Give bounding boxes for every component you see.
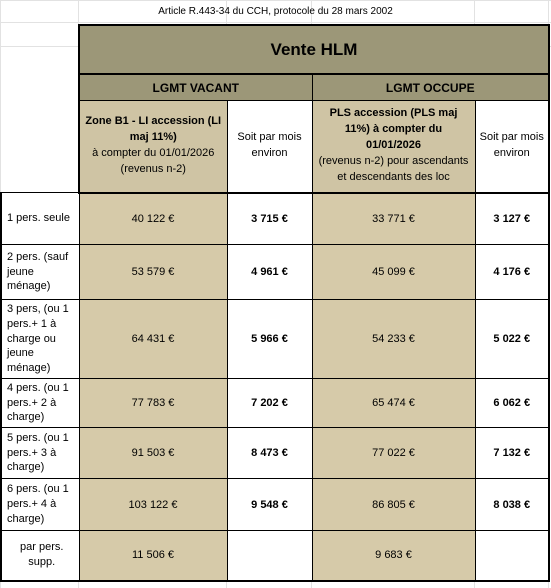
row-label: 2 pers. (sauf jeune ménage): [1, 245, 79, 300]
group-header-vacant: LGMT VACANT: [79, 74, 312, 101]
occupe-monthly-value: 3 127 €: [475, 193, 549, 245]
occupe-monthly-value: 6 062 €: [475, 379, 549, 428]
empty-corner: [1, 101, 79, 193]
table-title: Vente HLM: [79, 25, 549, 74]
occupe-ceiling-value: 54 233 €: [312, 300, 475, 379]
header-vacant-note: à compter du 01/01/2026 (revenus n-2): [92, 147, 215, 176]
table-row: [1, 245, 549, 300]
row-label: 3 pers, (ou 1 pers.+ 1 à charge ou jeune ménage): [1, 300, 79, 379]
empty-corner: [1, 74, 79, 101]
table-row: [1, 479, 549, 531]
header-occupe-month: Soit par mois environ: [475, 101, 549, 193]
occupe-ceiling-value: 9 683 €: [312, 531, 475, 581]
occupe-monthly-value: 8 038 €: [475, 479, 549, 531]
occupe-monthly-value: 4 176 €: [475, 245, 549, 300]
row-label: par pers. supp.: [1, 531, 79, 581]
header-occupe-title: PLS accession (PLS maj 11%) à compter du 01/01/2026: [329, 107, 458, 152]
income-ceiling-table: [0, 24, 550, 582]
vacant-monthly-value: 9 548 €: [227, 479, 312, 531]
header-vacant-title: Zone B1 - LI accession (LI maj 11%): [85, 115, 222, 144]
header-vacant-ceiling: [79, 101, 227, 193]
vacant-monthly-value: 7 202 €: [227, 379, 312, 428]
vacant-ceiling-value: 77 783 €: [79, 379, 227, 428]
vacant-monthly-value: 8 473 €: [227, 428, 312, 479]
caption: Article R.443-34 du CCH, protocole du 28 mars 2002: [158, 6, 393, 17]
group-header-occupe: LGMT OCCUPE: [312, 74, 549, 101]
vacant-ceiling-value: 64 431 €: [79, 300, 227, 379]
vacant-ceiling-value: 11 506 €: [79, 531, 227, 581]
row-label: 4 pers. (ou 1 pers.+ 2 à charge): [1, 379, 79, 428]
vacant-ceiling-value: 40 122 €: [79, 193, 227, 245]
header-occupe-ceiling: [312, 101, 475, 193]
occupe-ceiling-value: 77 022 €: [312, 428, 475, 479]
vacant-monthly-value: [227, 531, 312, 581]
row-label: 6 pers. (ou 1 pers.+ 4 à charge): [1, 479, 79, 531]
occupe-monthly-value: 7 132 €: [475, 428, 549, 479]
vacant-ceiling-value: 53 579 €: [79, 245, 227, 300]
table-row: [1, 428, 549, 479]
table-row: [1, 193, 549, 245]
header-occupe-note: (revenus n-2) pour ascendants et descendants des loc: [318, 155, 469, 184]
header-vacant-month: Soit par mois environ: [227, 101, 312, 193]
vacant-monthly-value: 3 715 €: [227, 193, 312, 245]
occupe-monthly-value: 5 022 €: [475, 300, 549, 379]
empty-corner: [1, 25, 79, 74]
vacant-monthly-value: 4 961 €: [227, 245, 312, 300]
row-label: 1 pers. seule: [1, 193, 79, 245]
vacant-ceiling-value: 103 122 €: [79, 479, 227, 531]
occupe-ceiling-value: 65 474 €: [312, 379, 475, 428]
occupe-ceiling-value: 86 805 €: [312, 479, 475, 531]
table-row: [1, 300, 549, 379]
occupe-ceiling-value: 45 099 €: [312, 245, 475, 300]
vacant-monthly-value: 5 966 €: [227, 300, 312, 379]
table-row: [1, 531, 549, 581]
row-label: 5 pers. (ou 1 pers.+ 3 à charge): [1, 428, 79, 479]
occupe-ceiling-value: 33 771 €: [312, 193, 475, 245]
occupe-monthly-value: [475, 531, 549, 581]
table-row: [1, 379, 549, 428]
vacant-ceiling-value: 91 503 €: [79, 428, 227, 479]
